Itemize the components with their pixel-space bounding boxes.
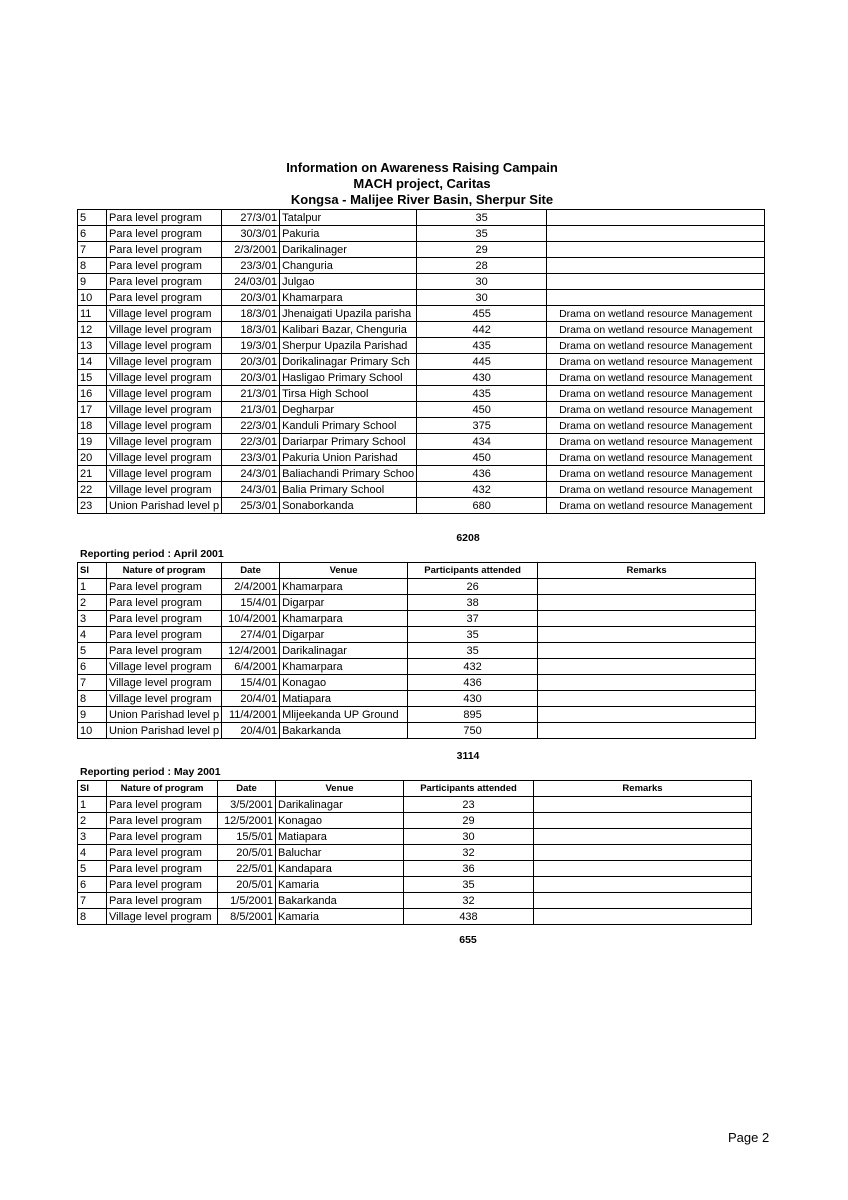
remarks-cell [547, 258, 765, 274]
document-title: Information on Awareness Raising Campain [286, 160, 558, 175]
sl-cell: 10 [78, 723, 107, 739]
participants-cell: 35 [404, 877, 534, 893]
sl-cell: 6 [78, 659, 107, 675]
venue-cell: Matiapara [276, 829, 404, 845]
remarks-cell: Drama on wetland resource Management [547, 466, 765, 482]
table-row [78, 274, 765, 290]
date-cell: 30/3/01 [222, 226, 280, 242]
sl-cell: 10 [78, 290, 107, 306]
sl-cell: 4 [78, 845, 107, 861]
table-row [78, 482, 765, 498]
date-cell: 1/5/2001 [218, 893, 276, 909]
participants-cell: 434 [417, 434, 547, 450]
table-row [78, 386, 765, 402]
date-cell: 18/3/01 [222, 322, 280, 338]
venue-cell: Tirsa High School [280, 386, 417, 402]
participants-cell: 35 [408, 627, 538, 643]
participants-cell: 23 [404, 797, 534, 813]
participants-cell: 680 [417, 498, 547, 514]
april-table [77, 562, 756, 739]
venue-cell: Sonaborkanda [280, 498, 417, 514]
venue-cell: Pakuria Union Parishad [280, 450, 417, 466]
nature-cell: Para level program [107, 627, 222, 643]
table-row [78, 691, 756, 707]
table-row [78, 258, 765, 274]
sl-cell: 2 [78, 595, 107, 611]
col-remarks-header: Remarks [538, 563, 756, 579]
remarks-cell [534, 845, 752, 861]
remarks-cell [547, 242, 765, 258]
col-nature-header: Nature of program [107, 781, 218, 797]
venue-cell: Konagao [276, 813, 404, 829]
document-subtitle: MACH project, Caritas [353, 176, 491, 191]
remarks-cell [534, 893, 752, 909]
nature-cell: Para level program [107, 611, 222, 627]
venue-cell: Kalibari Bazar, Chenguria [280, 322, 417, 338]
table-row [78, 466, 765, 482]
venue-cell: Jhenaigati Upazila parisha [280, 306, 417, 322]
venue-cell: Julgao [280, 274, 417, 290]
date-cell: 21/3/01 [222, 386, 280, 402]
nature-cell: Para level program [107, 829, 218, 845]
remarks-cell [538, 675, 756, 691]
nature-cell: Para level program [107, 643, 222, 659]
participants-cell: 35 [417, 226, 547, 242]
remarks-cell [547, 274, 765, 290]
sl-cell: 16 [78, 386, 107, 402]
participants-cell: 32 [404, 893, 534, 909]
date-cell: 27/3/01 [222, 210, 280, 226]
nature-cell: Para level program [107, 274, 222, 290]
participants-cell: 30 [417, 290, 547, 306]
date-cell: 20/3/01 [222, 370, 280, 386]
date-cell: 27/4/01 [222, 627, 280, 643]
table-row [78, 498, 765, 514]
participants-cell: 895 [408, 707, 538, 723]
table-row [78, 402, 765, 418]
participants-cell: 30 [417, 274, 547, 290]
venue-cell: Dorikalinagar Primary Sch [280, 354, 417, 370]
document-site: Kongsa - Malijee River Basin, Sherpur Site [290, 192, 554, 207]
venue-cell: Baluchar [276, 845, 404, 861]
sl-cell: 1 [78, 579, 107, 595]
participants-cell: 436 [408, 675, 538, 691]
participants-cell: 35 [417, 210, 547, 226]
nature-cell: Village level program [107, 306, 222, 322]
date-cell: 15/4/01 [222, 675, 280, 691]
venue-cell: Darikalinagar [276, 797, 404, 813]
april-total: 3114 [456, 750, 480, 762]
sl-cell: 7 [78, 242, 107, 258]
remarks-cell: Drama on wetland resource Management [547, 386, 765, 402]
venue-cell: Baliachandi Primary Schoo [280, 466, 417, 482]
nature-cell: Village level program [107, 450, 222, 466]
venue-cell: Digarpar [280, 627, 408, 643]
may-table [77, 780, 752, 925]
sl-cell: 18 [78, 418, 107, 434]
remarks-cell [538, 691, 756, 707]
date-cell: 12/5/2001 [218, 813, 276, 829]
sl-cell: 2 [78, 813, 107, 829]
date-cell: 20/4/01 [222, 691, 280, 707]
remarks-cell [547, 210, 765, 226]
venue-cell: Hasligao Primary School [280, 370, 417, 386]
nature-cell: Para level program [107, 290, 222, 306]
date-cell: 20/5/01 [218, 845, 276, 861]
table-row [78, 845, 752, 861]
date-cell: 11/4/2001 [222, 707, 280, 723]
table-row [78, 909, 752, 925]
table-row [78, 893, 752, 909]
venue-cell: Kandapara [276, 861, 404, 877]
venue-cell: Darikalinager [280, 242, 417, 258]
date-cell: 24/3/01 [222, 466, 280, 482]
date-cell: 25/3/01 [222, 498, 280, 514]
col-participants-header: Participants attended [408, 563, 538, 579]
participants-cell: 38 [408, 595, 538, 611]
col-venue-header: Venue [280, 563, 408, 579]
remarks-cell: Drama on wetland resource Management [547, 306, 765, 322]
participants-cell: 29 [417, 242, 547, 258]
venue-cell: Kamaria [276, 877, 404, 893]
date-cell: 23/3/01 [222, 450, 280, 466]
date-cell: 20/4/01 [222, 723, 280, 739]
venue-cell: Changuria [280, 258, 417, 274]
sl-cell: 20 [78, 450, 107, 466]
may-total: 655 [459, 934, 477, 946]
col-date-header: Date [222, 563, 280, 579]
sl-cell: 19 [78, 434, 107, 450]
table-row [78, 643, 756, 659]
participants-cell: 750 [408, 723, 538, 739]
table-row [78, 338, 765, 354]
table-row [78, 354, 765, 370]
remarks-cell: Drama on wetland resource Management [547, 370, 765, 386]
sl-cell: 9 [78, 274, 107, 290]
venue-cell: Sherpur Upazila Parishad [280, 338, 417, 354]
march-table [77, 209, 765, 514]
participants-cell: 35 [408, 643, 538, 659]
remarks-cell [538, 595, 756, 611]
venue-cell: Dariarpar Primary School [280, 434, 417, 450]
remarks-cell [534, 861, 752, 877]
date-cell: 24/3/01 [222, 482, 280, 498]
col-participants-header: Participants attended [404, 781, 534, 797]
remarks-cell [547, 290, 765, 306]
nature-cell: Village level program [107, 466, 222, 482]
nature-cell: Village level program [107, 354, 222, 370]
remarks-cell [534, 797, 752, 813]
table-row [78, 322, 765, 338]
nature-cell: Village level program [107, 386, 222, 402]
nature-cell: Para level program [107, 242, 222, 258]
participants-cell: 36 [404, 861, 534, 877]
nature-cell: Para level program [107, 258, 222, 274]
venue-cell: Kanduli Primary School [280, 418, 417, 434]
remarks-cell [538, 611, 756, 627]
table-row [78, 370, 765, 386]
table-row [78, 675, 756, 691]
sl-cell: 12 [78, 322, 107, 338]
date-cell: 18/3/01 [222, 306, 280, 322]
table-row [78, 829, 752, 845]
col-date-header: Date [218, 781, 276, 797]
date-cell: 6/4/2001 [222, 659, 280, 675]
participants-cell: 37 [408, 611, 538, 627]
table-row [78, 418, 765, 434]
nature-cell: Union Parishad level p [107, 498, 222, 514]
table-row [78, 813, 752, 829]
nature-cell: Village level program [107, 691, 222, 707]
remarks-cell: Drama on wetland resource Management [547, 434, 765, 450]
nature-cell: Village level program [107, 402, 222, 418]
nature-cell: Para level program [107, 845, 218, 861]
venue-cell: Degharpar [280, 402, 417, 418]
participants-cell: 30 [404, 829, 534, 845]
nature-cell: Para level program [107, 595, 222, 611]
nature-cell: Union Parishad level p [107, 723, 222, 739]
nature-cell: Village level program [107, 659, 222, 675]
date-cell: 20/3/01 [222, 290, 280, 306]
remarks-cell: Drama on wetland resource Management [547, 482, 765, 498]
nature-cell: Village level program [107, 418, 222, 434]
sl-cell: 5 [78, 210, 107, 226]
participants-cell: 438 [404, 909, 534, 925]
venue-cell: Darikalinagar [280, 643, 408, 659]
date-cell: 8/5/2001 [218, 909, 276, 925]
sl-cell: 14 [78, 354, 107, 370]
remarks-cell: Drama on wetland resource Management [547, 402, 765, 418]
remarks-cell [534, 829, 752, 845]
may-period-label: Reporting period : May 2001 [80, 766, 221, 778]
nature-cell: Para level program [107, 579, 222, 595]
venue-cell: Digarpar [280, 595, 408, 611]
date-cell: 2/4/2001 [222, 579, 280, 595]
table-row [78, 707, 756, 723]
table-row [78, 434, 765, 450]
date-cell: 3/5/2001 [218, 797, 276, 813]
nature-cell: Para level program [107, 861, 218, 877]
participants-cell: 436 [417, 466, 547, 482]
date-cell: 21/3/01 [222, 402, 280, 418]
sl-cell: 3 [78, 829, 107, 845]
table-row [78, 877, 752, 893]
participants-cell: 430 [408, 691, 538, 707]
participants-cell: 29 [404, 813, 534, 829]
venue-cell: Kamaria [276, 909, 404, 925]
participants-cell: 28 [417, 258, 547, 274]
remarks-cell [538, 659, 756, 675]
table-row [78, 659, 756, 675]
venue-cell: Khamarpara [280, 290, 417, 306]
nature-cell: Para level program [107, 813, 218, 829]
nature-cell: Union Parishad level p [107, 707, 222, 723]
table-row [78, 306, 765, 322]
remarks-cell [538, 707, 756, 723]
header-row [78, 781, 752, 797]
table-row [78, 797, 752, 813]
col-sl-header: Sl [78, 781, 107, 797]
venue-cell: Konagao [280, 675, 408, 691]
table-row [78, 595, 756, 611]
remarks-cell [534, 877, 752, 893]
date-cell: 20/3/01 [222, 354, 280, 370]
remarks-cell [538, 723, 756, 739]
col-remarks-header: Remarks [534, 781, 752, 797]
participants-cell: 430 [417, 370, 547, 386]
table-row [78, 226, 765, 242]
sl-cell: 11 [78, 306, 107, 322]
table-row [78, 861, 752, 877]
sl-cell: 8 [78, 691, 107, 707]
date-cell: 15/5/01 [218, 829, 276, 845]
nature-cell: Para level program [107, 877, 218, 893]
sl-cell: 6 [78, 877, 107, 893]
remarks-cell [538, 627, 756, 643]
header-row [78, 563, 756, 579]
participants-cell: 450 [417, 450, 547, 466]
venue-cell: Tatalpur [280, 210, 417, 226]
venue-cell: Khamarpara [280, 611, 408, 627]
sl-cell: 15 [78, 370, 107, 386]
date-cell: 22/3/01 [222, 434, 280, 450]
sl-cell: 4 [78, 627, 107, 643]
sl-cell: 8 [78, 909, 107, 925]
sl-cell: 3 [78, 611, 107, 627]
participants-cell: 26 [408, 579, 538, 595]
table-row [78, 627, 756, 643]
date-cell: 10/4/2001 [222, 611, 280, 627]
col-nature-header: Nature of program [107, 563, 222, 579]
venue-cell: Khamarpara [280, 659, 408, 675]
date-cell: 12/4/2001 [222, 643, 280, 659]
venue-cell: Bakarkanda [280, 723, 408, 739]
remarks-cell: Drama on wetland resource Management [547, 354, 765, 370]
sl-cell: 6 [78, 226, 107, 242]
table-row [78, 579, 756, 595]
nature-cell: Village level program [107, 338, 222, 354]
remarks-cell: Drama on wetland resource Management [547, 338, 765, 354]
document-header [0, 160, 848, 208]
table-row [78, 450, 765, 466]
remarks-cell: Drama on wetland resource Management [547, 322, 765, 338]
table-row [78, 210, 765, 226]
participants-cell: 435 [417, 386, 547, 402]
nature-cell: Para level program [107, 226, 222, 242]
participants-cell: 432 [417, 482, 547, 498]
participants-cell: 432 [408, 659, 538, 675]
participants-cell: 442 [417, 322, 547, 338]
nature-cell: Para level program [107, 893, 218, 909]
nature-cell: Village level program [107, 482, 222, 498]
date-cell: 22/5/01 [218, 861, 276, 877]
sl-cell: 7 [78, 893, 107, 909]
remarks-cell [538, 579, 756, 595]
participants-cell: 435 [417, 338, 547, 354]
col-venue-header: Venue [276, 781, 404, 797]
nature-cell: Village level program [107, 322, 222, 338]
march-total: 6208 [456, 532, 480, 544]
date-cell: 19/3/01 [222, 338, 280, 354]
nature-cell: Village level program [107, 434, 222, 450]
date-cell: 23/3/01 [222, 258, 280, 274]
remarks-cell: Drama on wetland resource Management [547, 418, 765, 434]
remarks-cell [538, 643, 756, 659]
venue-cell: Balia Primary School [280, 482, 417, 498]
remarks-cell: Drama on wetland resource Management [547, 450, 765, 466]
remarks-cell [534, 813, 752, 829]
sl-cell: 5 [78, 861, 107, 877]
remarks-cell [547, 226, 765, 242]
venue-cell: Khamarpara [280, 579, 408, 595]
date-cell: 15/4/01 [222, 595, 280, 611]
participants-cell: 32 [404, 845, 534, 861]
sl-cell: 8 [78, 258, 107, 274]
sl-cell: 1 [78, 797, 107, 813]
page-number: Page 2 [728, 1130, 770, 1145]
nature-cell: Para level program [107, 797, 218, 813]
participants-cell: 375 [417, 418, 547, 434]
col-sl-header: Sl [78, 563, 107, 579]
participants-cell: 450 [417, 402, 547, 418]
nature-cell: Para level program [107, 210, 222, 226]
participants-cell: 455 [417, 306, 547, 322]
participants-cell: 445 [417, 354, 547, 370]
sl-cell: 5 [78, 643, 107, 659]
venue-cell: Pakuria [280, 226, 417, 242]
nature-cell: Village level program [107, 909, 218, 925]
nature-cell: Village level program [107, 675, 222, 691]
table-row [78, 290, 765, 306]
remarks-cell [534, 909, 752, 925]
date-cell: 24/03/01 [222, 274, 280, 290]
remarks-cell: Drama on wetland resource Management [547, 498, 765, 514]
date-cell: 22/3/01 [222, 418, 280, 434]
table-row [78, 723, 756, 739]
sl-cell: 7 [78, 675, 107, 691]
sl-cell: 22 [78, 482, 107, 498]
nature-cell: Village level program [107, 370, 222, 386]
sl-cell: 13 [78, 338, 107, 354]
sl-cell: 17 [78, 402, 107, 418]
sl-cell: 21 [78, 466, 107, 482]
date-cell: 20/5/01 [218, 877, 276, 893]
sl-cell: 23 [78, 498, 107, 514]
april-period-label: Reporting period : April 2001 [80, 548, 224, 560]
date-cell: 2/3/2001 [222, 242, 280, 258]
venue-cell: Bakarkanda [276, 893, 404, 909]
table-row [78, 242, 765, 258]
venue-cell: Matiapara [280, 691, 408, 707]
table-row [78, 611, 756, 627]
sl-cell: 9 [78, 707, 107, 723]
venue-cell: Mlijeekanda UP Ground [280, 707, 408, 723]
